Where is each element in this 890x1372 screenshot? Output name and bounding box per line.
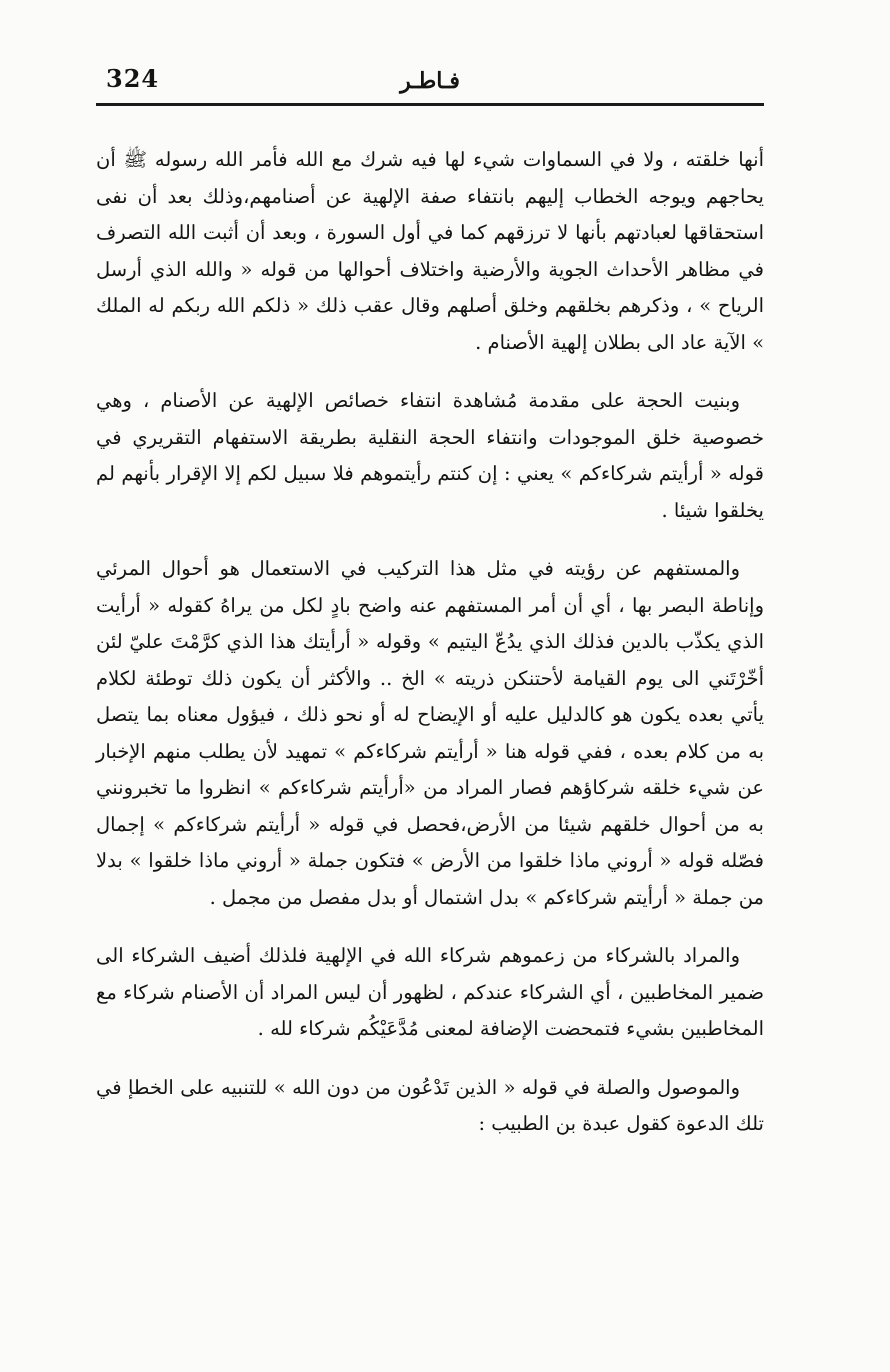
body-text bbox=[96, 142, 764, 1165]
page-number: 324 bbox=[106, 64, 160, 93]
paragraph: وبنيت الحجة على مقدمة مُشاهدة انتفاء خصائص الإلهية عن الأصنام ، وهي خصوصية خلق الموجودات وانتفاء الحجة النقلية بطريقة الاستفهام التقريري في قوله « أرأيتم شركاءكم » يعني : إن كنتم رأيتموهم فلا سبيل لكم إلا الإقرار بأنهم لم يخلقوا شيئا . bbox=[96, 389, 764, 522]
header-divider bbox=[96, 103, 764, 106]
running-title: فـاطـر bbox=[400, 68, 460, 94]
paragraph: والمراد بالشركاء من زعموهم شركاء الله في الإلهية فلذلك أضيف الشركاء الى ضمير المخاطبين ، أي الشركاء عندكم ، لظهور أن ليس المراد أن الأصنام شركاء مع المخاطبين بشيء فتمحضت الإضافة لمعنى مُدَّعَيْكُم شركاء لله . bbox=[96, 944, 764, 1040]
page-header bbox=[96, 58, 764, 102]
paragraph: أنها خلقته ، ولا في السماوات شيء لها فيه شرك مع الله فأمر الله رسوله ﷺ أن يحاجهم ويوجه الخطاب إليهم بانتفاء صفة الإلهية عن أصنامهم،وذلك بعد أن نفى استحقاقها لعبادتهم بأنها لا ترزقهم كما في أول السورة ، وبعد أن أثبت الله التصرف في مظاهر الأحداث الجوية والأرضية واختلاف أحوالها من قوله « والله الذي أرسل الرياح » ، وذكرهم بخلقهم وخلق أصلهم وقال عقب ذلك « ذلكم الله ربكم له الملك » الآية عاد الى بطلان إلهية الأصنام . bbox=[96, 148, 764, 354]
paragraph: والموصول والصلة في قوله « الذين تَدْعُون من دون الله » للتنبيه على الخطإ في تلك الدعوة كقول عبدة بن الطبيب : bbox=[96, 1075, 764, 1135]
paragraph: والمستفهم عن رؤيته في مثل هذا التركيب في الاستعمال هو أحوال المرئي وإناطة البصر بها ، أي أن أمر المستفهم عنه واضح بادٍ لكل من يراهُ كقوله « أرأيت الذي يكذّب بالدين فذلك الذي يدُعّ اليتيم » وقوله « أرأيتك هذا الذي كرَّمْتَ عليّ لئن أخّرْتَني الى يوم القيامة لأحتنكن ذريته » الخ .. والأكثر أن يكون ذلك توطئة لكلام يأتي بعده يكون هو كالدليل عليه أو الإيضاح له أو نحو ذلك ، فيؤول معناه بما يتصل به من كلام بعده ، ففي قوله هنا « أرأيتم شركاءكم » تمهيد لأن يطلب منهم الإخبار عن شيء خلقه شركاؤهم فصار المراد من «أرأيتم شركاءكم » انظروا ما تخبرونني به من أحوال خلقهم شيئا من الأرض،فحصل في قوله « أرأيتم شركاءكم » إجمال فصّله قوله « أروني ماذا خلقوا من الأرض » فتكون جملة « أروني ماذا خلقوا » بدلا من جملة « أرأيتم شركاءكم » بدل اشتمال أو بدل مفصل من مجمل . bbox=[96, 557, 764, 909]
